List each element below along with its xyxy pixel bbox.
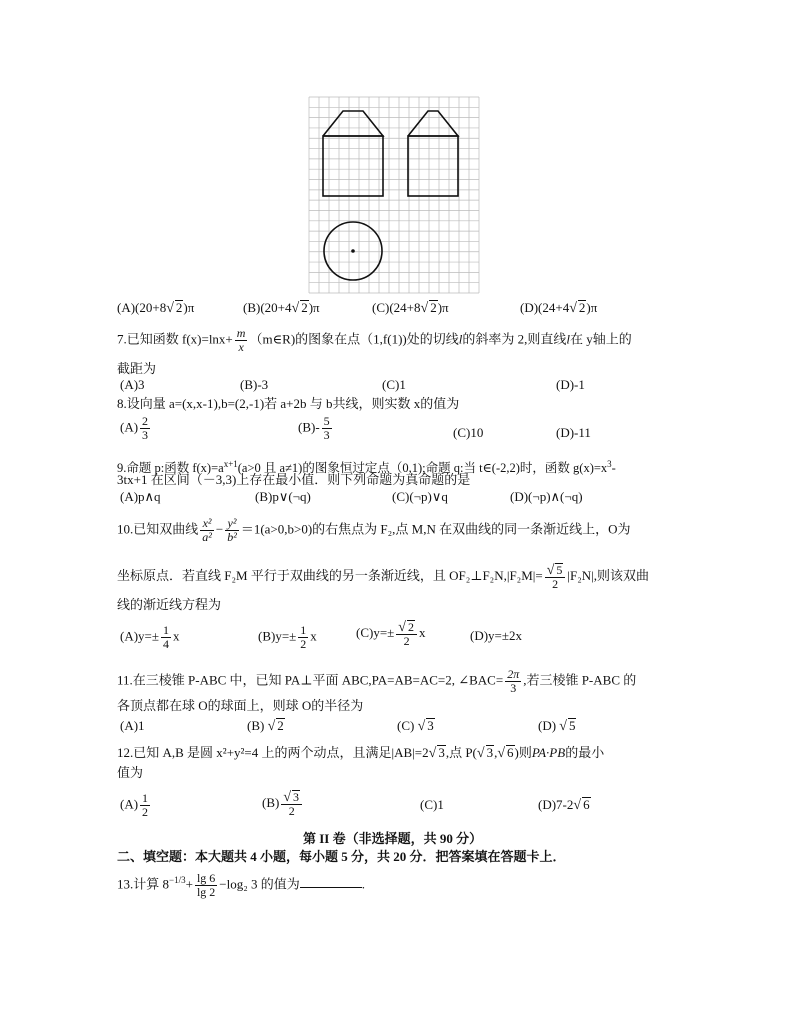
q6-option-b: (B)(20+4√ 2)π <box>243 300 320 316</box>
q9-stem: 9.命题 p:函数 $f(x)=a^{x+1}(a>0$ 且 a≠1)的图象恒过定点（0,1);命题 q:当 t∈(-2,2)时，函数 $g(x)=x^3-$ <box>117 459 616 476</box>
q9-option-a: (A)p∧q <box>120 489 161 504</box>
right-house-outline <box>408 111 458 196</box>
q11-option-c: (C) √ 3 <box>397 718 434 734</box>
q11-option-b: (B) √ 2 <box>247 718 284 734</box>
q9-option-d: (D)(¬p)∧(¬q) <box>510 489 583 504</box>
figure-grid <box>309 97 479 293</box>
q6-option-a: (A)(20+8√ 2)π <box>117 300 195 316</box>
top-view-circle <box>324 222 382 280</box>
q11-stem: 11.在三棱锥 P-ABC 中，已知 PA⊥平面 ABC,PA=AB=AC=2, ∠BAC= $\frac{2\pi}{3}$ ,若三棱锥 P-ABC 的 <box>117 667 637 695</box>
q10-option-a: (A)y=± $\frac{1}{4}$ x <box>120 623 180 651</box>
q8-option-c: (C)10 <box>453 425 484 440</box>
q10-stem-line3: 线的渐近线方程为 <box>117 597 222 612</box>
q8-option-b: (B)- $\frac{5}{3}$ <box>298 414 330 442</box>
q11-option-d: (D) √ 5 <box>538 718 576 734</box>
q12-option-b: (B) $\frac{√ 3}{2}$ <box>262 790 304 818</box>
q9-option-b: (B)p∨(¬q) <box>255 489 311 504</box>
q7-option-a: (A)3 <box>120 377 145 392</box>
q8-stem: 8.设向量 a=(x,x-1),b=(2,-1)若 a+2b 与 b共线，则实数 x的值为 <box>117 396 460 411</box>
q7-option-d: (D)-1 <box>556 377 585 392</box>
q9-stem-line2: 3tx+1 在区间（－3,3)上存在最小值．则下列命题为真命题的是 <box>117 472 471 487</box>
q13-answer-blank[interactable] <box>300 875 362 888</box>
q10-stem-line2: 坐标原点．若直线 F₂M 平行于双曲线的另一条渐近线，且 OF₂⊥F₂N,|F₂M|= $\frac{√ 5}{2}$ |F₂N|,则该双曲 <box>117 563 650 591</box>
q7-option-b: (B)-3 <box>240 377 269 392</box>
q13-stem: 13.计算 $8^{-1/3}+$ $\frac{\lg 6}{\lg 2}$ −log₂ 3 的值为 . <box>117 871 366 899</box>
q8-option-d: (D)-11 <box>556 425 591 440</box>
q10-option-b: (B)y=± $\frac{1}{2}$ x <box>258 623 317 651</box>
three-view-figure <box>308 96 480 294</box>
q12-option-c: (C)1 <box>420 797 444 812</box>
q12-stem-line2: 值为 <box>117 765 144 780</box>
left-house-outline <box>323 111 383 196</box>
q12-option-a: (A) $\frac{1}{2}$ <box>120 791 149 819</box>
q12-option-d: (D)7-2√ 6 <box>538 797 590 813</box>
q10-option-d: (D)y=±2x <box>470 628 523 643</box>
q10-option-c: (C)y=± $\frac{√ 2}{2}$ x <box>356 620 426 648</box>
q7-option-c: (C)1 <box>382 377 406 392</box>
q12-stem: 12.已知 A,B 是圆 x²+y²=4 上的两个动点，且满足|AB|=2√ 3,点 P(√ 3,√ 6)则PA·PB的最小 <box>117 745 605 761</box>
q10-stem: 10.已知双曲线 $\frac{\text{x²}}{\text{a²}}$ − $\frac{\text{y²}}{\text{b²}}$ ＝1(a>0,b>0)的右焦点为 F₂,点 M,N 在双曲线的同一条渐近线上，O为 <box>117 516 631 544</box>
section-2-title: 第 II 卷（非选择题，共 90 分） <box>303 831 483 846</box>
q9-option-c: (C)(¬p)∨q <box>392 489 448 504</box>
q11-stem-line2: 各顶点都在球 O的球面上，则球 O的半径为 <box>117 698 364 713</box>
q6-option-c: (C)(24+8√ 2)π <box>372 300 449 316</box>
q8-option-a: (A) $\frac{2}{3}$ <box>120 414 149 442</box>
section-2-instructions: 二、填空题：本大题共 4 小题，每小题 5 分，共 20 分．把答案填在答题卡上． <box>117 849 566 864</box>
q11-option-a: (A)1 <box>120 718 145 733</box>
q7-stem: 7.已知函数 f(x)=lnx+ $\frac{m}{x}$ （m∈R)的图象在点（1,f(1))处的切线l的斜率为 2,则直线l在 y轴上的 <box>117 326 632 354</box>
q6-option-d: (D)(24+4√ 2)π <box>520 300 598 316</box>
q7-stem-line2: 截距为 <box>117 361 157 376</box>
